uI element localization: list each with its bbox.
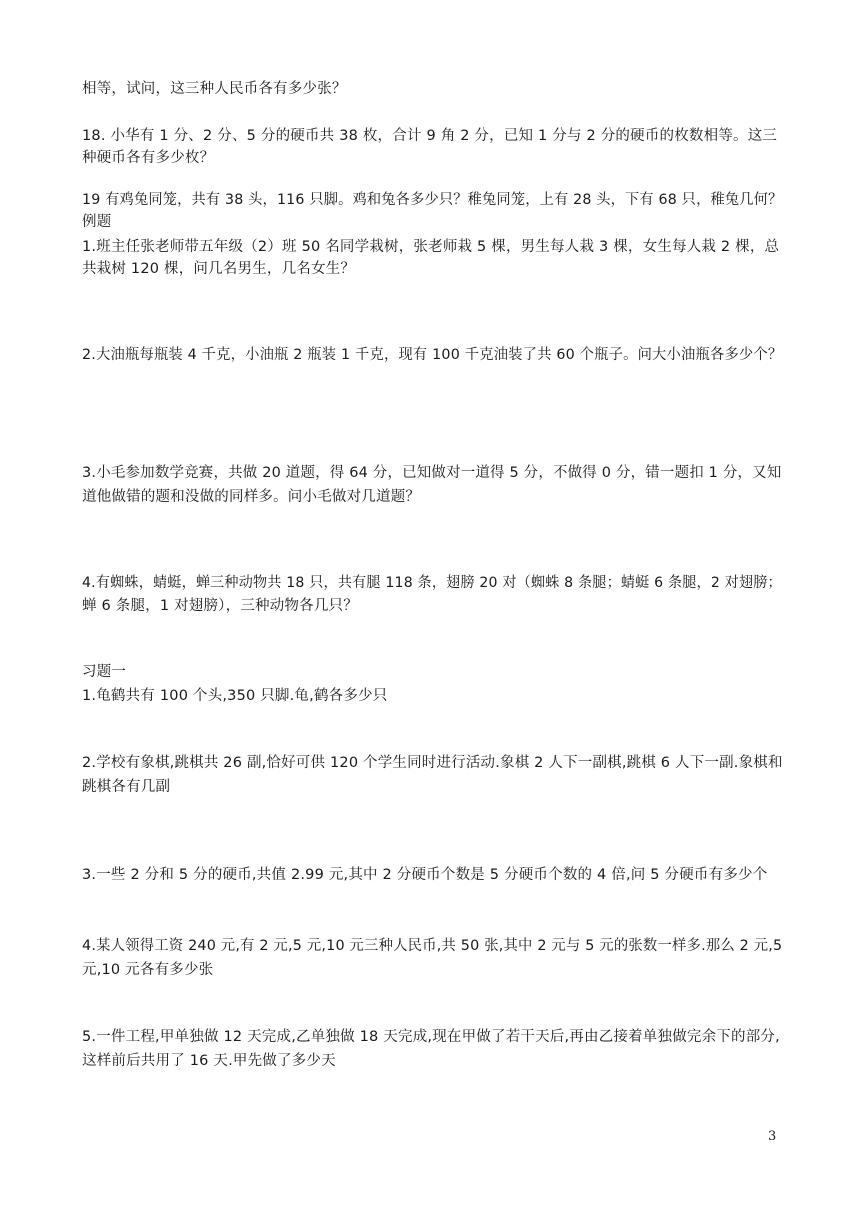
example-2-line-1: 2.大油瓶每瓶装 4 千克，小油瓶 2 瓶装 1 千克，现有 100 千克油装了共 60 个瓶子。问大小油瓶各多少个？ [82, 347, 783, 363]
exercise-2-line-1: 2.学校有象棋,跳棋共 26 副,恰好可供 120 个学生同时进行活动.象棋 2 人下一副棋,跳棋 6 人下一副.象棋和 [82, 755, 783, 771]
exercise-4-line-1: 4.某人领得工资 240 元,有 2 元,5 元,10 元三种人民币,共 50 张,其中 2 元与 5 元的张数一样多.那么 2 元,5 [82, 938, 783, 954]
problem-18-line-1: 18. 小华有 1 分、2 分、5 分的硬币共 38 枚，合计 9 角 2 分，已知 1 分与 2 分的硬币的枚数相等。这三 [82, 128, 778, 144]
problem-19-line: 19 有鸡兔同笼，共有 38 头，116 只脚。鸡和兔各多少只？稚兔同笼，上有 28 头，下有 68 只，稚兔几何？ [82, 192, 783, 208]
exercise-3-line-1: 3.一些 2 分和 5 分的硬币,共值 2.99 元,其中 2 分硬币个数是 5 分硬币个数的 4 倍,问 5 分硬币有多少个 [82, 867, 768, 883]
example-1-line-2: 共栽树 120 棵，问几名男生，几名女生？ [82, 261, 356, 277]
example-4-line-2: 蝉 6 条腿，1 对翅膀），三种动物各几只？ [82, 598, 358, 614]
example-3-line-2: 道他做错的题和没做的同样多。问小毛做对几道题？ [82, 489, 421, 505]
page-number: 3 [768, 1129, 777, 1144]
exercise-5-line-2: 这样前后共用了 16 天.甲先做了多少天 [82, 1053, 336, 1069]
examples-heading: 例题 [82, 214, 112, 230]
continuation-line: 相等，试问，这三种人民币各有多少张？ [82, 81, 347, 97]
example-3-line-1: 3.小毛参加数学竞赛，共做 20 道题，得 64 分，已知做对一道得 5 分，不做得 0 分，错一题扣 1 分，又知 [82, 465, 782, 481]
problem-18-line-2: 种硬币各有多少枚？ [82, 150, 215, 166]
exercise-5-line-1: 5.一件工程,甲单独做 12 天完成,乙单独做 18 天完成,现在甲做了若干天后,再由乙接着单独做完余下的部分, [82, 1029, 780, 1045]
exercise-4-line-2: 元,10 元各有多少张 [82, 962, 214, 978]
exercises-heading: 习题一 [82, 664, 127, 680]
example-4-line-1: 4.有蜘蛛，蜻蜓，蝉三种动物共 18 只，共有腿 118 条，翅膀 20 对（蜘蛛 8 条腿；蜻蜓 6 条腿，2 对翅膀； [82, 575, 782, 591]
exercise-2-line-2: 跳棋各有几副 [82, 779, 171, 795]
exercise-1-line-1: 1.龟鹤共有 100 个头,350 只脚.龟,鹤各多少只 [82, 688, 388, 704]
example-1-line-1: 1.班主任张老师带五年级（2）班 50 名同学栽树，张老师栽 5 棵，男生每人栽 3 棵，女生每人栽 2 棵，总 [82, 239, 780, 255]
